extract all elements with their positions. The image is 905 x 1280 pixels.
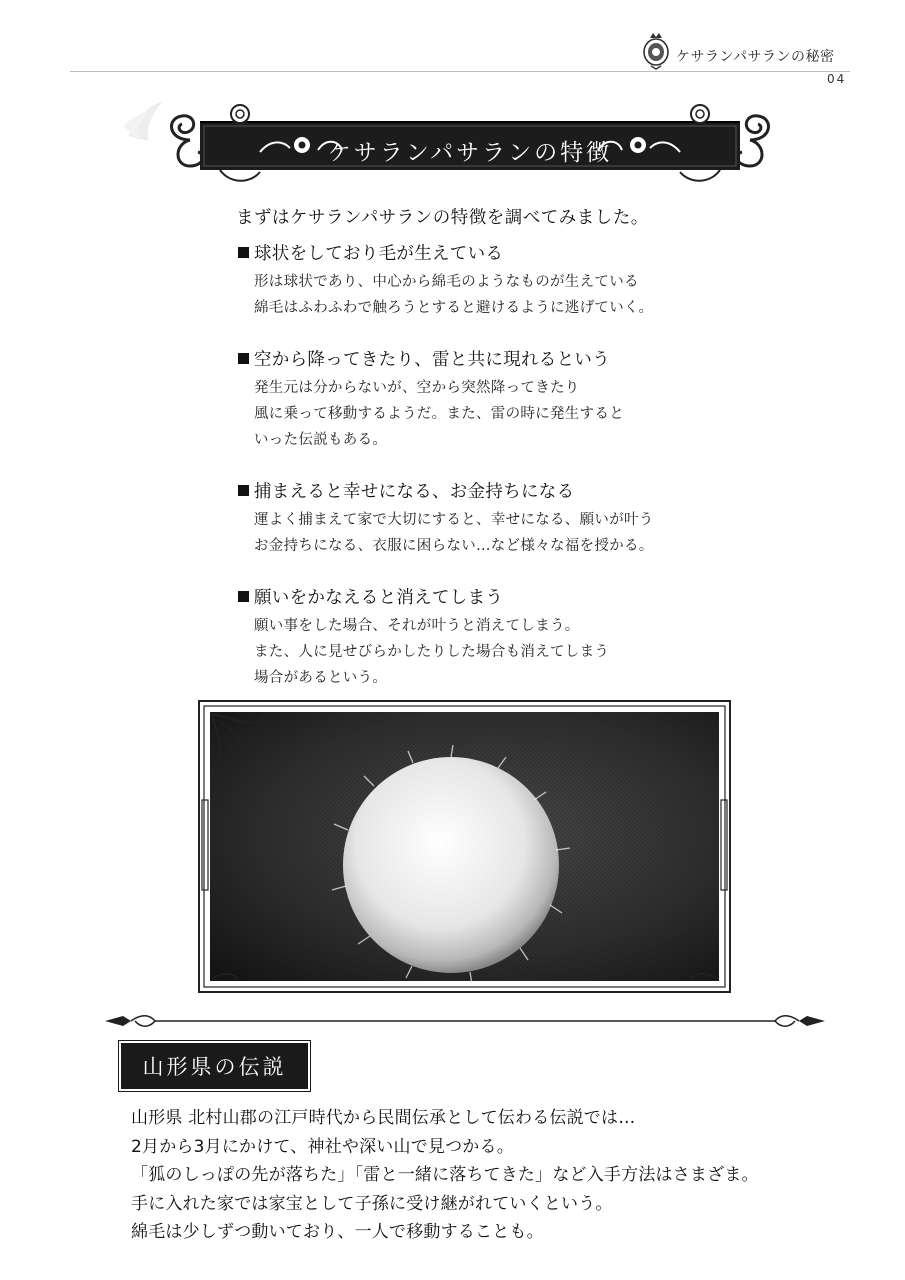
feature-line: 形は球状であり、中心から綿毛のようなものが生えている [254, 274, 639, 290]
square-bullet-icon [238, 353, 249, 364]
feature-line: また、人に見せびらかしたりした場合も消えてしまう [254, 644, 610, 660]
title-banner [160, 100, 780, 186]
page-number: 04 [827, 72, 847, 86]
crest-emblem-icon [641, 28, 671, 70]
section-title: 山形県の伝説 [142, 1055, 287, 1079]
flourish-divider [105, 1010, 825, 1032]
running-header [0, 0, 905, 90]
header-rule [70, 71, 850, 72]
feature-line: 運よく捕まえて家で大切にすると、幸せになる、願いが叶う [254, 512, 654, 528]
running-title: ケサランパサランの秘密 [676, 49, 835, 65]
feature-line: 発生元は分からないが、空から突然降ってきたり [254, 380, 580, 396]
square-bullet-icon [238, 247, 249, 258]
legend-line: 山形県 北村山郡の江戸時代から民間伝承として伝わる伝説では… [131, 1108, 636, 1128]
feature-heading: 願いをかなえると消えてしまう [254, 588, 504, 608]
feature-item [238, 478, 654, 559]
feature-item [238, 240, 653, 321]
feature-item [238, 584, 609, 691]
feature-heading: 球状をしており毛が生えている [254, 244, 504, 264]
legend-line: 手に入れた家では家宝として子孫に受け継がれていくという。 [131, 1193, 613, 1214]
legend-body [131, 1104, 759, 1247]
legend-line: 2月から3月にかけて、神社や深い山で見つかる。 [131, 1136, 514, 1157]
feature-heading: 空から降ってきたり、雷と共に現れるという [254, 350, 610, 370]
kesaran-photo [198, 700, 731, 993]
section-heading [121, 1043, 308, 1089]
legend-line: 「狐のしっぽの先が落ちた」「雷と一緒に落ちてきた」など入手方法はさまざま。 [131, 1165, 759, 1185]
feature-line: 願い事をした場合、それが叶うと消えてしまう。 [254, 618, 580, 634]
legend-line: 綿毛は少しずつ動いており、一人で移動することも。 [131, 1222, 544, 1242]
square-bullet-icon [238, 485, 249, 496]
intro-text: まずはケサランパサランの特徴を調べてみました。 [236, 208, 649, 228]
feature-line: 場合があるという。 [254, 670, 388, 686]
feature-line: 綿毛はふわふわで触ろうとすると避けるように逃げていく。 [254, 300, 654, 316]
banner-title: ケサランパサランの特徴 [327, 140, 613, 166]
fluffy-ball-photo-icon [198, 700, 731, 993]
feature-heading: 捕まえると幸せになる、お金持ちになる [254, 482, 575, 502]
square-bullet-icon [238, 591, 249, 602]
feature-line: 風に乗って移動するようだ。また、雷の時に発生すると [254, 406, 624, 422]
feature-item [238, 346, 624, 453]
feature-line: いった伝説もある。 [254, 432, 388, 448]
feature-line: お金持ちになる、衣服に困らない…など様々な福を授かる。 [254, 538, 654, 554]
